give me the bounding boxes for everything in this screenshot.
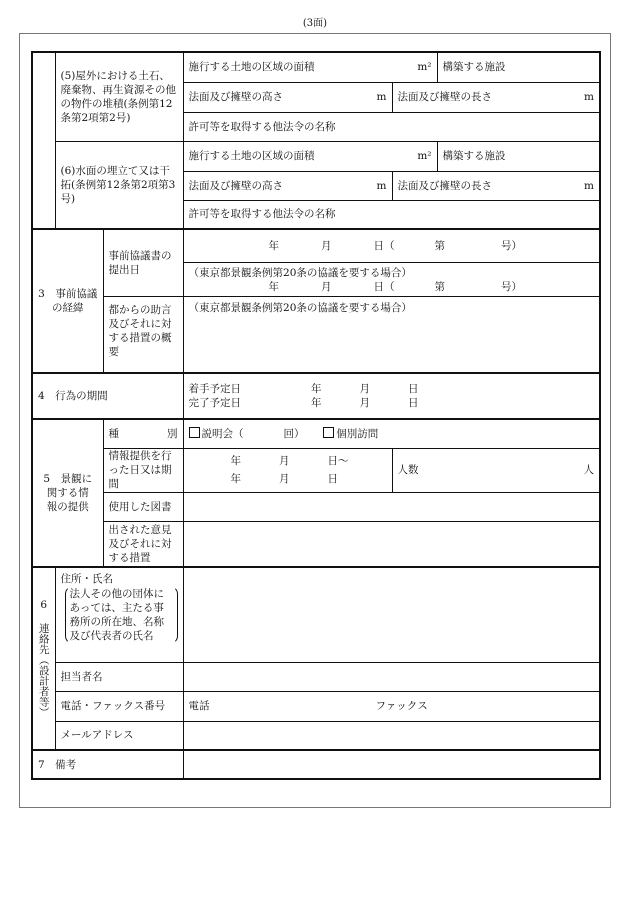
s5-area-unit: m² bbox=[417, 61, 432, 74]
application-form-table bbox=[31, 51, 601, 780]
sec4-label: 4 行為の期間 bbox=[32, 373, 183, 419]
s6-length-unit: m bbox=[584, 179, 595, 192]
s5-length-cell[interactable] bbox=[392, 82, 600, 112]
s6-area-label: 施行する土地の区域の面積 bbox=[188, 150, 315, 162]
s5-height-cell[interactable] bbox=[183, 82, 392, 112]
sec6-address-label-cell bbox=[55, 567, 183, 662]
date-hi-2: 日（ bbox=[373, 280, 395, 293]
sec3-ordinance-note: （東京都景観条例第20条の協議を要する場合） bbox=[188, 266, 412, 279]
s6-height-cell[interactable] bbox=[183, 171, 392, 200]
sec3-label: 3 事前協議の経緯 bbox=[32, 229, 103, 373]
sec6-email-cell[interactable] bbox=[183, 721, 600, 750]
sec6-person-label: 担当者名 bbox=[55, 662, 183, 691]
sec3-advice-label: 都からの助言及びそれに対する措置の概要 bbox=[103, 296, 183, 373]
s5-area-cell[interactable] bbox=[183, 52, 437, 82]
s5-area-label: 施行する土地の区域の面積 bbox=[188, 61, 315, 74]
date-tsuki: 月 bbox=[321, 239, 332, 252]
sec3-advice-note: （東京都景観条例第20条の協議を要する場合） bbox=[188, 301, 412, 314]
sec5-from-hi: 日～ bbox=[327, 455, 349, 467]
sec3-advice-cell[interactable] bbox=[183, 296, 600, 373]
sec7-remarks-cell[interactable] bbox=[183, 750, 600, 779]
sec6-email-label: メールアドレス bbox=[55, 721, 183, 750]
sec6-phone: 電話 bbox=[188, 700, 210, 712]
s5-height-label: 法面及び擁壁の高さ bbox=[188, 91, 284, 103]
sec7-label: 7 備考 bbox=[32, 750, 183, 779]
s6-area-unit: m² bbox=[417, 150, 432, 162]
sec4-start-label: 着手予定日 bbox=[188, 383, 242, 395]
s6-area-cell[interactable] bbox=[183, 141, 437, 171]
briefing-label: 説明会（ bbox=[201, 427, 244, 440]
s6-building-cell[interactable] bbox=[437, 141, 600, 171]
s6-building-label: 構築する施設 bbox=[442, 150, 506, 162]
s5-label: (5)屋外における土石、廃棄物、再生資源その他の物件の堆積(条例第12条第2項第2号) bbox=[55, 52, 183, 141]
s5-length-label: 法面及び擁壁の長さ bbox=[397, 91, 493, 103]
s6-height-unit: m bbox=[376, 179, 387, 192]
sec5-opinion-label: 出された意見及びそれに対する措置 bbox=[103, 521, 183, 567]
sec4-start-nen: 年 bbox=[311, 383, 322, 395]
sec5-people-unit: 人 bbox=[583, 464, 595, 476]
sec3-submit-date-cell[interactable] bbox=[183, 229, 600, 262]
date-dai: 第 bbox=[434, 239, 446, 252]
s5-length-unit: m bbox=[584, 91, 595, 103]
sec3-submit-label: 事前協議書の提出日 bbox=[103, 229, 183, 296]
s5-building-cell[interactable] bbox=[437, 52, 600, 82]
date-hi: 日（ bbox=[373, 239, 395, 252]
sec5-doc-label: 使用した図書 bbox=[103, 492, 183, 521]
sec6-fax: ファックス bbox=[375, 700, 428, 712]
visit-checkbox[interactable] bbox=[323, 427, 334, 438]
s6-permit-cell[interactable] bbox=[183, 200, 600, 229]
sec4-end-nen: 年 bbox=[311, 397, 322, 409]
sec5-people-cell[interactable] bbox=[392, 448, 600, 492]
s5-permit-cell[interactable] bbox=[183, 112, 600, 141]
sec5-to-nen: 年 bbox=[230, 473, 242, 485]
sec5-from-tsuki: 月 bbox=[279, 455, 290, 467]
sec4-end-label: 完了予定日 bbox=[188, 397, 242, 409]
sec5-type-cell[interactable] bbox=[183, 419, 600, 448]
date-go: 号） bbox=[501, 239, 523, 252]
page-number: (3面) bbox=[302, 18, 328, 29]
visit-label: 個別訪問 bbox=[336, 427, 379, 440]
category-blank-cell bbox=[32, 52, 55, 229]
sec6-address-cell[interactable] bbox=[183, 567, 600, 662]
date-nen: 年 bbox=[268, 239, 280, 252]
sec5-to-hi: 日 bbox=[327, 473, 339, 485]
sec5-to-tsuki: 月 bbox=[279, 473, 290, 485]
sec5-label: 5 景観に関する情報の提供 bbox=[32, 419, 103, 567]
s6-length-cell[interactable] bbox=[392, 171, 600, 200]
sec6-label: 6 連絡先（設計者等） bbox=[32, 567, 55, 750]
sec6-address-label: 住所・氏名 bbox=[60, 573, 113, 585]
sec4-period-cell[interactable] bbox=[183, 373, 600, 419]
briefing-count-suffix: 回） bbox=[283, 427, 305, 440]
sec6-phone-label: 電話・ファックス番号 bbox=[55, 691, 183, 721]
s5-building-label: 構築する施設 bbox=[442, 61, 506, 74]
sec5-type-label: 種 別 bbox=[103, 419, 183, 448]
sec4-start-hi: 日 bbox=[408, 383, 419, 395]
sec4-start-tsuki: 月 bbox=[359, 383, 371, 395]
sec4-end-tsuki: 月 bbox=[359, 397, 371, 409]
sec5-info-date-cell[interactable] bbox=[183, 448, 392, 492]
sec6-person-cell[interactable] bbox=[183, 662, 600, 691]
sec6-address-note: 法人その他の団体にあっては、主たる事務所の所在地、名称及び代表者の氏名 bbox=[65, 586, 178, 644]
sec5-from-nen: 年 bbox=[230, 455, 242, 467]
sec4-end-hi: 日 bbox=[408, 397, 419, 409]
briefing-checkbox[interactable] bbox=[189, 427, 200, 438]
s6-permit-label: 許可等を取得する他法令の名称 bbox=[188, 208, 336, 221]
s5-permit-label: 許可等を取得する他法令の名称 bbox=[188, 120, 336, 133]
s6-height-label: 法面及び擁壁の高さ bbox=[188, 179, 284, 192]
sec6-phone-cell[interactable] bbox=[183, 691, 600, 721]
date-nen-2: 年 bbox=[268, 280, 280, 293]
s6-length-label: 法面及び擁壁の長さ bbox=[397, 179, 493, 192]
sec5-info-date-label: 情報提供を行った日又は期間 bbox=[103, 448, 183, 492]
sec5-people-label: 人数 bbox=[397, 464, 419, 476]
date-dai-2: 第 bbox=[434, 280, 446, 293]
sec5-opinion-cell[interactable] bbox=[183, 521, 600, 567]
s6-label: (6)水面の埋立て又は干拓(条例第12条第2項第3号) bbox=[55, 141, 183, 229]
date-go-2: 号） bbox=[501, 280, 523, 293]
sec3-ordinance-date-cell[interactable] bbox=[183, 262, 600, 296]
sec5-doc-cell[interactable] bbox=[183, 492, 600, 521]
s5-height-unit: m bbox=[376, 91, 387, 103]
date-tsuki-2: 月 bbox=[321, 280, 332, 293]
